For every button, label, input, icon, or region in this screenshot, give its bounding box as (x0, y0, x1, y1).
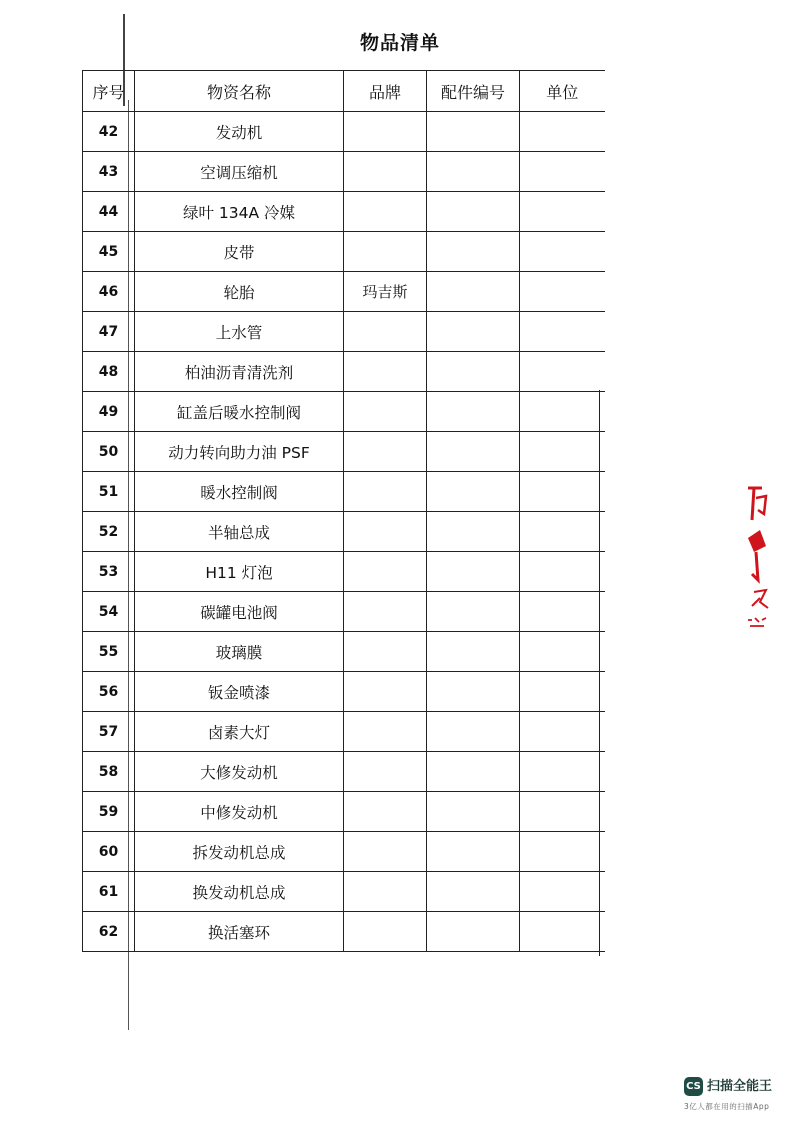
table-row (83, 152, 605, 192)
cell-unit (520, 512, 605, 552)
cell-item-name: 钣金喷漆 (135, 672, 344, 712)
cell-brand (344, 192, 427, 232)
cell-item-name: 半轴总成 (135, 512, 344, 552)
table-row (83, 192, 605, 232)
cell-serial: 59 (83, 792, 135, 832)
table-row (83, 112, 605, 152)
cs-logo-icon: CS (684, 1077, 703, 1096)
cell-brand (344, 672, 427, 712)
table-row (83, 352, 605, 392)
cell-item-name: 拆发动机总成 (135, 832, 344, 872)
cell-brand (344, 832, 427, 872)
cell-serial: 57 (83, 712, 135, 752)
cell-unit (520, 192, 605, 232)
cell-brand (344, 152, 427, 192)
document-title: 物品清单 (359, 32, 440, 54)
cell-unit (520, 632, 605, 672)
cell-item-name: 碳罐电池阀 (135, 592, 344, 632)
cell-item-name: 玻璃膜 (135, 632, 344, 672)
inventory-table (82, 70, 605, 952)
cell-serial: 48 (83, 352, 135, 392)
cell-serial: 53 (83, 552, 135, 592)
cell-item-name: 轮胎 (135, 272, 344, 312)
cell-brand (344, 912, 427, 952)
table-row (83, 592, 605, 632)
cell-unit (520, 592, 605, 632)
cell-serial: 42 (83, 112, 135, 152)
cell-unit (520, 472, 605, 512)
table-row (83, 232, 605, 272)
cell-serial: 47 (83, 312, 135, 352)
cell-item-name: 动力转向助力油 PSF (135, 432, 344, 472)
cell-brand (344, 432, 427, 472)
cell-brand (344, 472, 427, 512)
scanner-app-watermark (684, 1077, 784, 1117)
cell-part-number (427, 832, 520, 872)
table-row (83, 312, 605, 352)
cell-brand (344, 872, 427, 912)
cell-part-number (427, 592, 520, 632)
cell-part-number (427, 472, 520, 512)
cell-unit (520, 432, 605, 472)
cell-unit (520, 232, 605, 272)
table-row (83, 832, 605, 872)
table-row (83, 912, 605, 952)
cell-unit (520, 112, 605, 152)
cell-part-number (427, 872, 520, 912)
cell-item-name: 皮带 (135, 232, 344, 272)
cell-item-name: H11 灯泡 (135, 552, 344, 592)
cell-part-number (427, 672, 520, 712)
header-unit: 单位 (520, 71, 605, 112)
cell-part-number (427, 712, 520, 752)
table-row (83, 432, 605, 472)
cell-part-number (427, 232, 520, 272)
cell-unit (520, 832, 605, 872)
cell-unit (520, 392, 605, 432)
cell-item-name: 换发动机总成 (135, 872, 344, 912)
cell-unit (520, 352, 605, 392)
cell-unit (520, 312, 605, 352)
table-row (83, 752, 605, 792)
cell-unit (520, 272, 605, 312)
cell-part-number (427, 392, 520, 432)
cell-serial: 61 (83, 872, 135, 912)
cell-part-number (427, 192, 520, 232)
cell-unit (520, 672, 605, 712)
table-header-row (83, 71, 605, 112)
table-row (83, 872, 605, 912)
cell-unit (520, 872, 605, 912)
table-row (83, 792, 605, 832)
cell-brand (344, 752, 427, 792)
cell-item-name: 上水管 (135, 312, 344, 352)
cell-brand (344, 232, 427, 272)
header-part-number: 配件编号 (427, 71, 520, 112)
cell-brand (344, 592, 427, 632)
cell-item-name: 暖水控制阀 (135, 472, 344, 512)
cell-unit (520, 752, 605, 792)
cell-item-name: 中修发动机 (135, 792, 344, 832)
cell-brand (344, 112, 427, 152)
cell-item-name: 缸盖后暖水控制阀 (135, 392, 344, 432)
cell-part-number (427, 792, 520, 832)
cell-item-name: 卤素大灯 (135, 712, 344, 752)
table-row (83, 392, 605, 432)
cell-serial: 52 (83, 512, 135, 552)
cell-part-number (427, 432, 520, 472)
table-row (83, 272, 605, 312)
header-item-name: 物资名称 (135, 71, 344, 112)
cell-item-name: 换活塞环 (135, 912, 344, 952)
cell-unit (520, 552, 605, 592)
cell-item-name: 绿叶 134A 冷媒 (135, 192, 344, 232)
table-row (83, 512, 605, 552)
cell-part-number (427, 912, 520, 952)
cell-item-name: 大修发动机 (135, 752, 344, 792)
table-row (83, 712, 605, 752)
cell-part-number (427, 352, 520, 392)
cell-serial: 54 (83, 592, 135, 632)
cell-serial: 49 (83, 392, 135, 432)
cell-part-number (427, 752, 520, 792)
cell-brand (344, 552, 427, 592)
header-serial: 序号 (83, 71, 135, 112)
cell-serial: 62 (83, 912, 135, 952)
cell-serial: 46 (83, 272, 135, 312)
cell-part-number (427, 632, 520, 672)
cell-serial: 50 (83, 432, 135, 472)
cell-part-number (427, 272, 520, 312)
table-row (83, 552, 605, 592)
table-row (83, 472, 605, 512)
cell-serial: 60 (83, 832, 135, 872)
table-row (83, 632, 605, 672)
cell-brand: 玛吉斯 (344, 272, 427, 312)
cell-brand (344, 712, 427, 752)
cell-brand (344, 352, 427, 392)
cell-unit (520, 792, 605, 832)
cell-serial: 44 (83, 192, 135, 232)
cell-item-name: 空调压缩机 (135, 152, 344, 192)
cell-serial: 45 (83, 232, 135, 272)
cell-serial: 43 (83, 152, 135, 192)
cell-part-number (427, 512, 520, 552)
cell-item-name: 发动机 (135, 112, 344, 152)
cell-part-number (427, 312, 520, 352)
watermark-tagline: 3亿人都在用的扫描App (684, 1102, 770, 1111)
cell-unit (520, 912, 605, 952)
header-brand: 品牌 (344, 71, 427, 112)
cell-brand (344, 632, 427, 672)
cell-brand (344, 312, 427, 352)
cell-serial: 56 (83, 672, 135, 712)
cell-unit (520, 712, 605, 752)
cell-serial: 55 (83, 632, 135, 672)
cell-brand (344, 792, 427, 832)
cell-item-name: 柏油沥青清洗剂 (135, 352, 344, 392)
table-right-border (599, 390, 600, 956)
cell-unit (520, 152, 605, 192)
red-seal-stamp (738, 480, 778, 640)
table-row (83, 672, 605, 712)
cell-part-number (427, 552, 520, 592)
cell-serial: 58 (83, 752, 135, 792)
cell-part-number (427, 152, 520, 192)
cell-brand (344, 392, 427, 432)
cell-serial: 51 (83, 472, 135, 512)
watermark-app-name: 扫描全能王 (707, 1079, 773, 1094)
cell-brand (344, 512, 427, 552)
cell-part-number (427, 112, 520, 152)
